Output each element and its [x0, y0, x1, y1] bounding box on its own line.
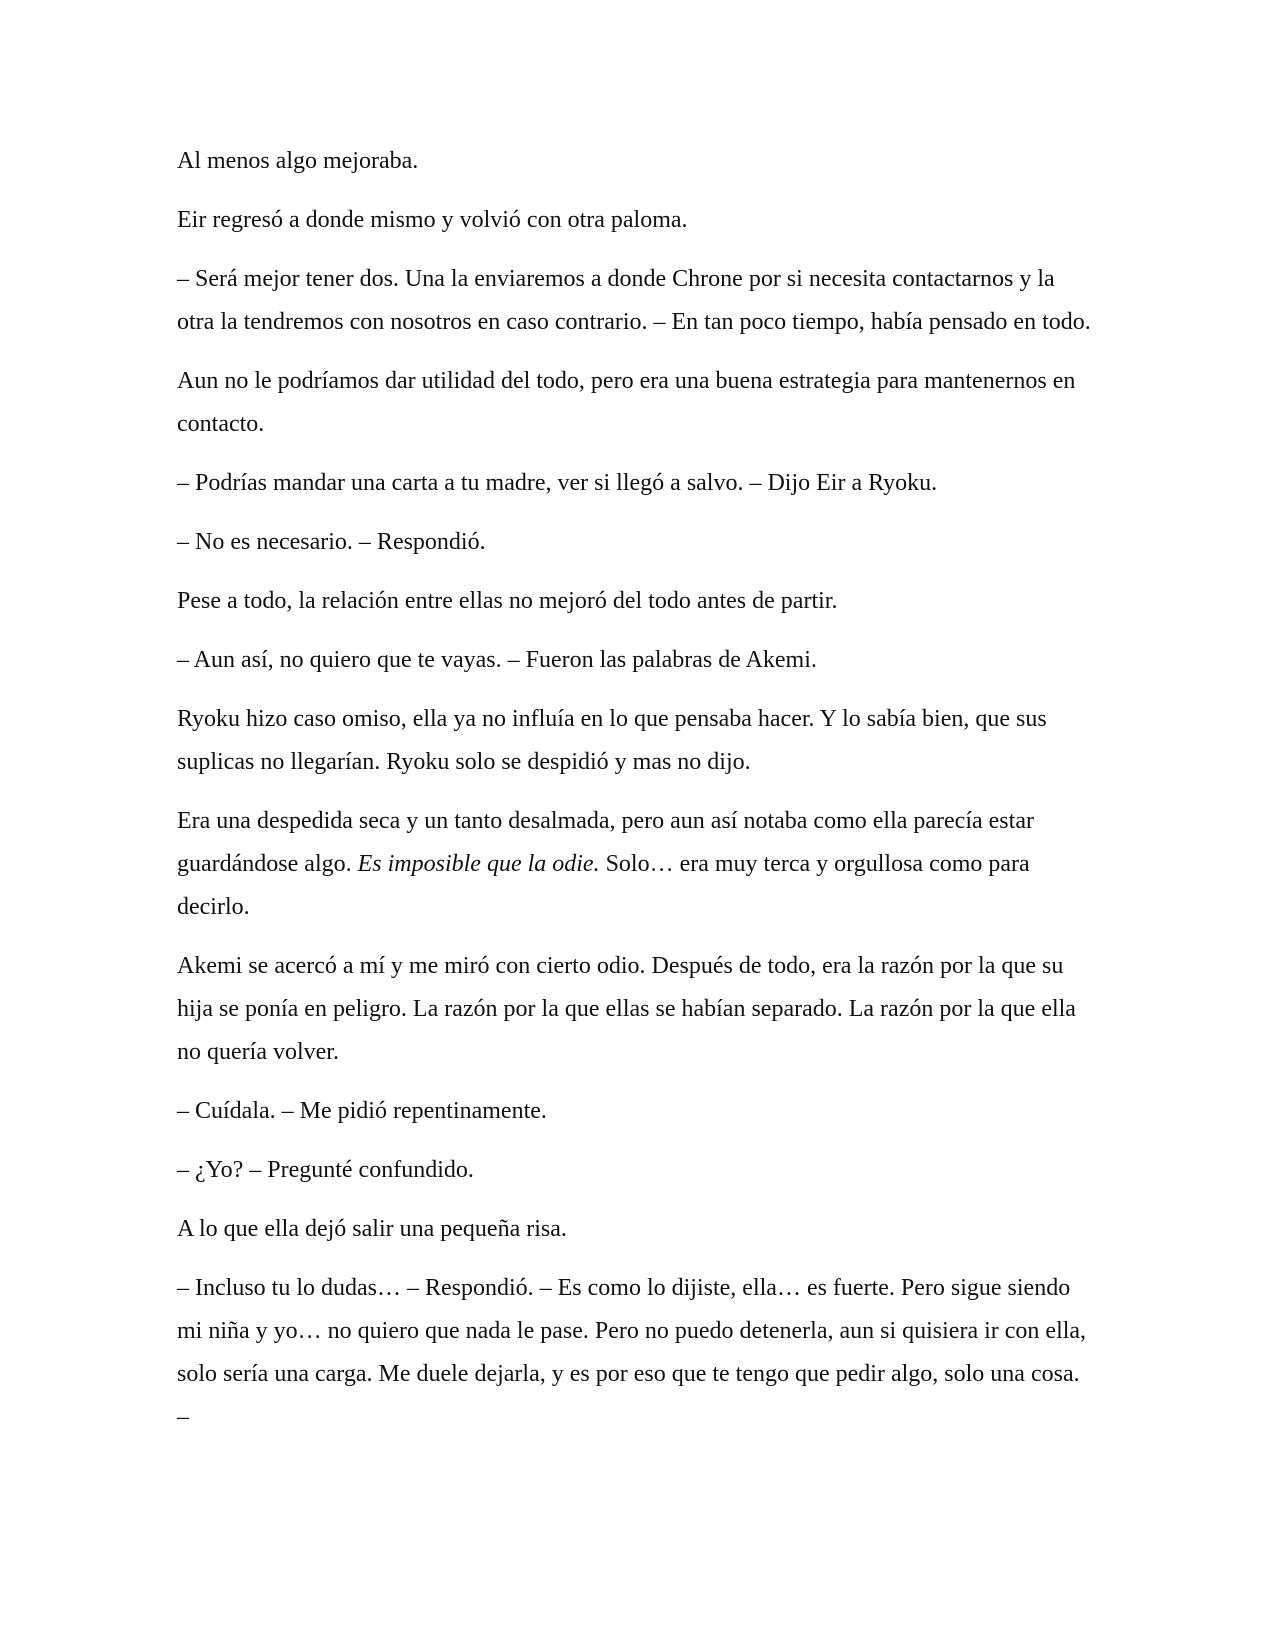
paragraph: – ¿Yo? – Pregunté confundido. — [177, 1157, 474, 1183]
paragraph: Eir regresó a donde mismo y volvió con otra paloma. — [177, 207, 688, 233]
paragraph: Aun no le podríamos dar utilidad del todo, pero era una buena estrategia para mantenernos en contacto. — [177, 368, 1076, 437]
paragraph: – Aun así, no quiero que te vayas. – Fueron las palabras de Akemi. — [177, 647, 817, 673]
paragraph-with-italic — [177, 800, 1097, 929]
paragraph: – Incluso tu lo dudas… – Respondió. – Es como lo dijiste, ella… es fuerte. Pero sigue siendo mi niña y yo… no quiero que nada le pase. Pero no puedo detenerla, aun si quisiera ir con ella, solo sería una carga. Me duele dejarla, y es por eso que te tengo que pedir algo, solo una cosa. – — [177, 1275, 1087, 1430]
paragraph-text: Solo… era muy terca y orgullosa como para decirlo. — [177, 851, 1030, 920]
paragraph: Akemi se acercó a mí y me miró con cierto odio. Después de todo, era la razón por la que su hija se ponía en peligro. La razón por la que ellas se habían separado. La razón por la que ella no quería volver. — [177, 953, 1076, 1065]
paragraph: Ryoku hizo caso omiso, ella ya no influía en lo que pensaba hacer. Y lo sabía bien, que sus suplicas no llegarían. Ryoku solo se despidió y mas no dijo. — [177, 706, 1047, 775]
paragraph: – Será mejor tener dos. Una la enviaremos a donde Chrone por si necesita contactarnos y la otra la tendremos con nosotros en caso contrario. – En tan poco tiempo, había pensado en todo. — [177, 266, 1091, 335]
paragraph: A lo que ella dejó salir una pequeña risa. — [177, 1216, 567, 1242]
paragraph: Pese a todo, la relación entre ellas no mejoró del todo antes de partir. — [177, 588, 838, 614]
paragraph: Al menos algo mejoraba. — [177, 148, 419, 174]
document-body — [177, 140, 1097, 1455]
paragraph: – No es necesario. – Respondió. — [177, 529, 486, 555]
italic-thought: Es imposible que la odie. — [357, 851, 600, 877]
paragraph-text: Era una despedida seca y un tanto desalmada, pero aun así notaba como ella parecía estar guardándose algo. — [177, 808, 1034, 877]
paragraph: – Podrías mandar una carta a tu madre, ver si llegó a salvo. – Dijo Eir a Ryoku. — [177, 470, 938, 496]
paragraph: – Cuídala. – Me pidió repentinamente. — [177, 1098, 547, 1124]
